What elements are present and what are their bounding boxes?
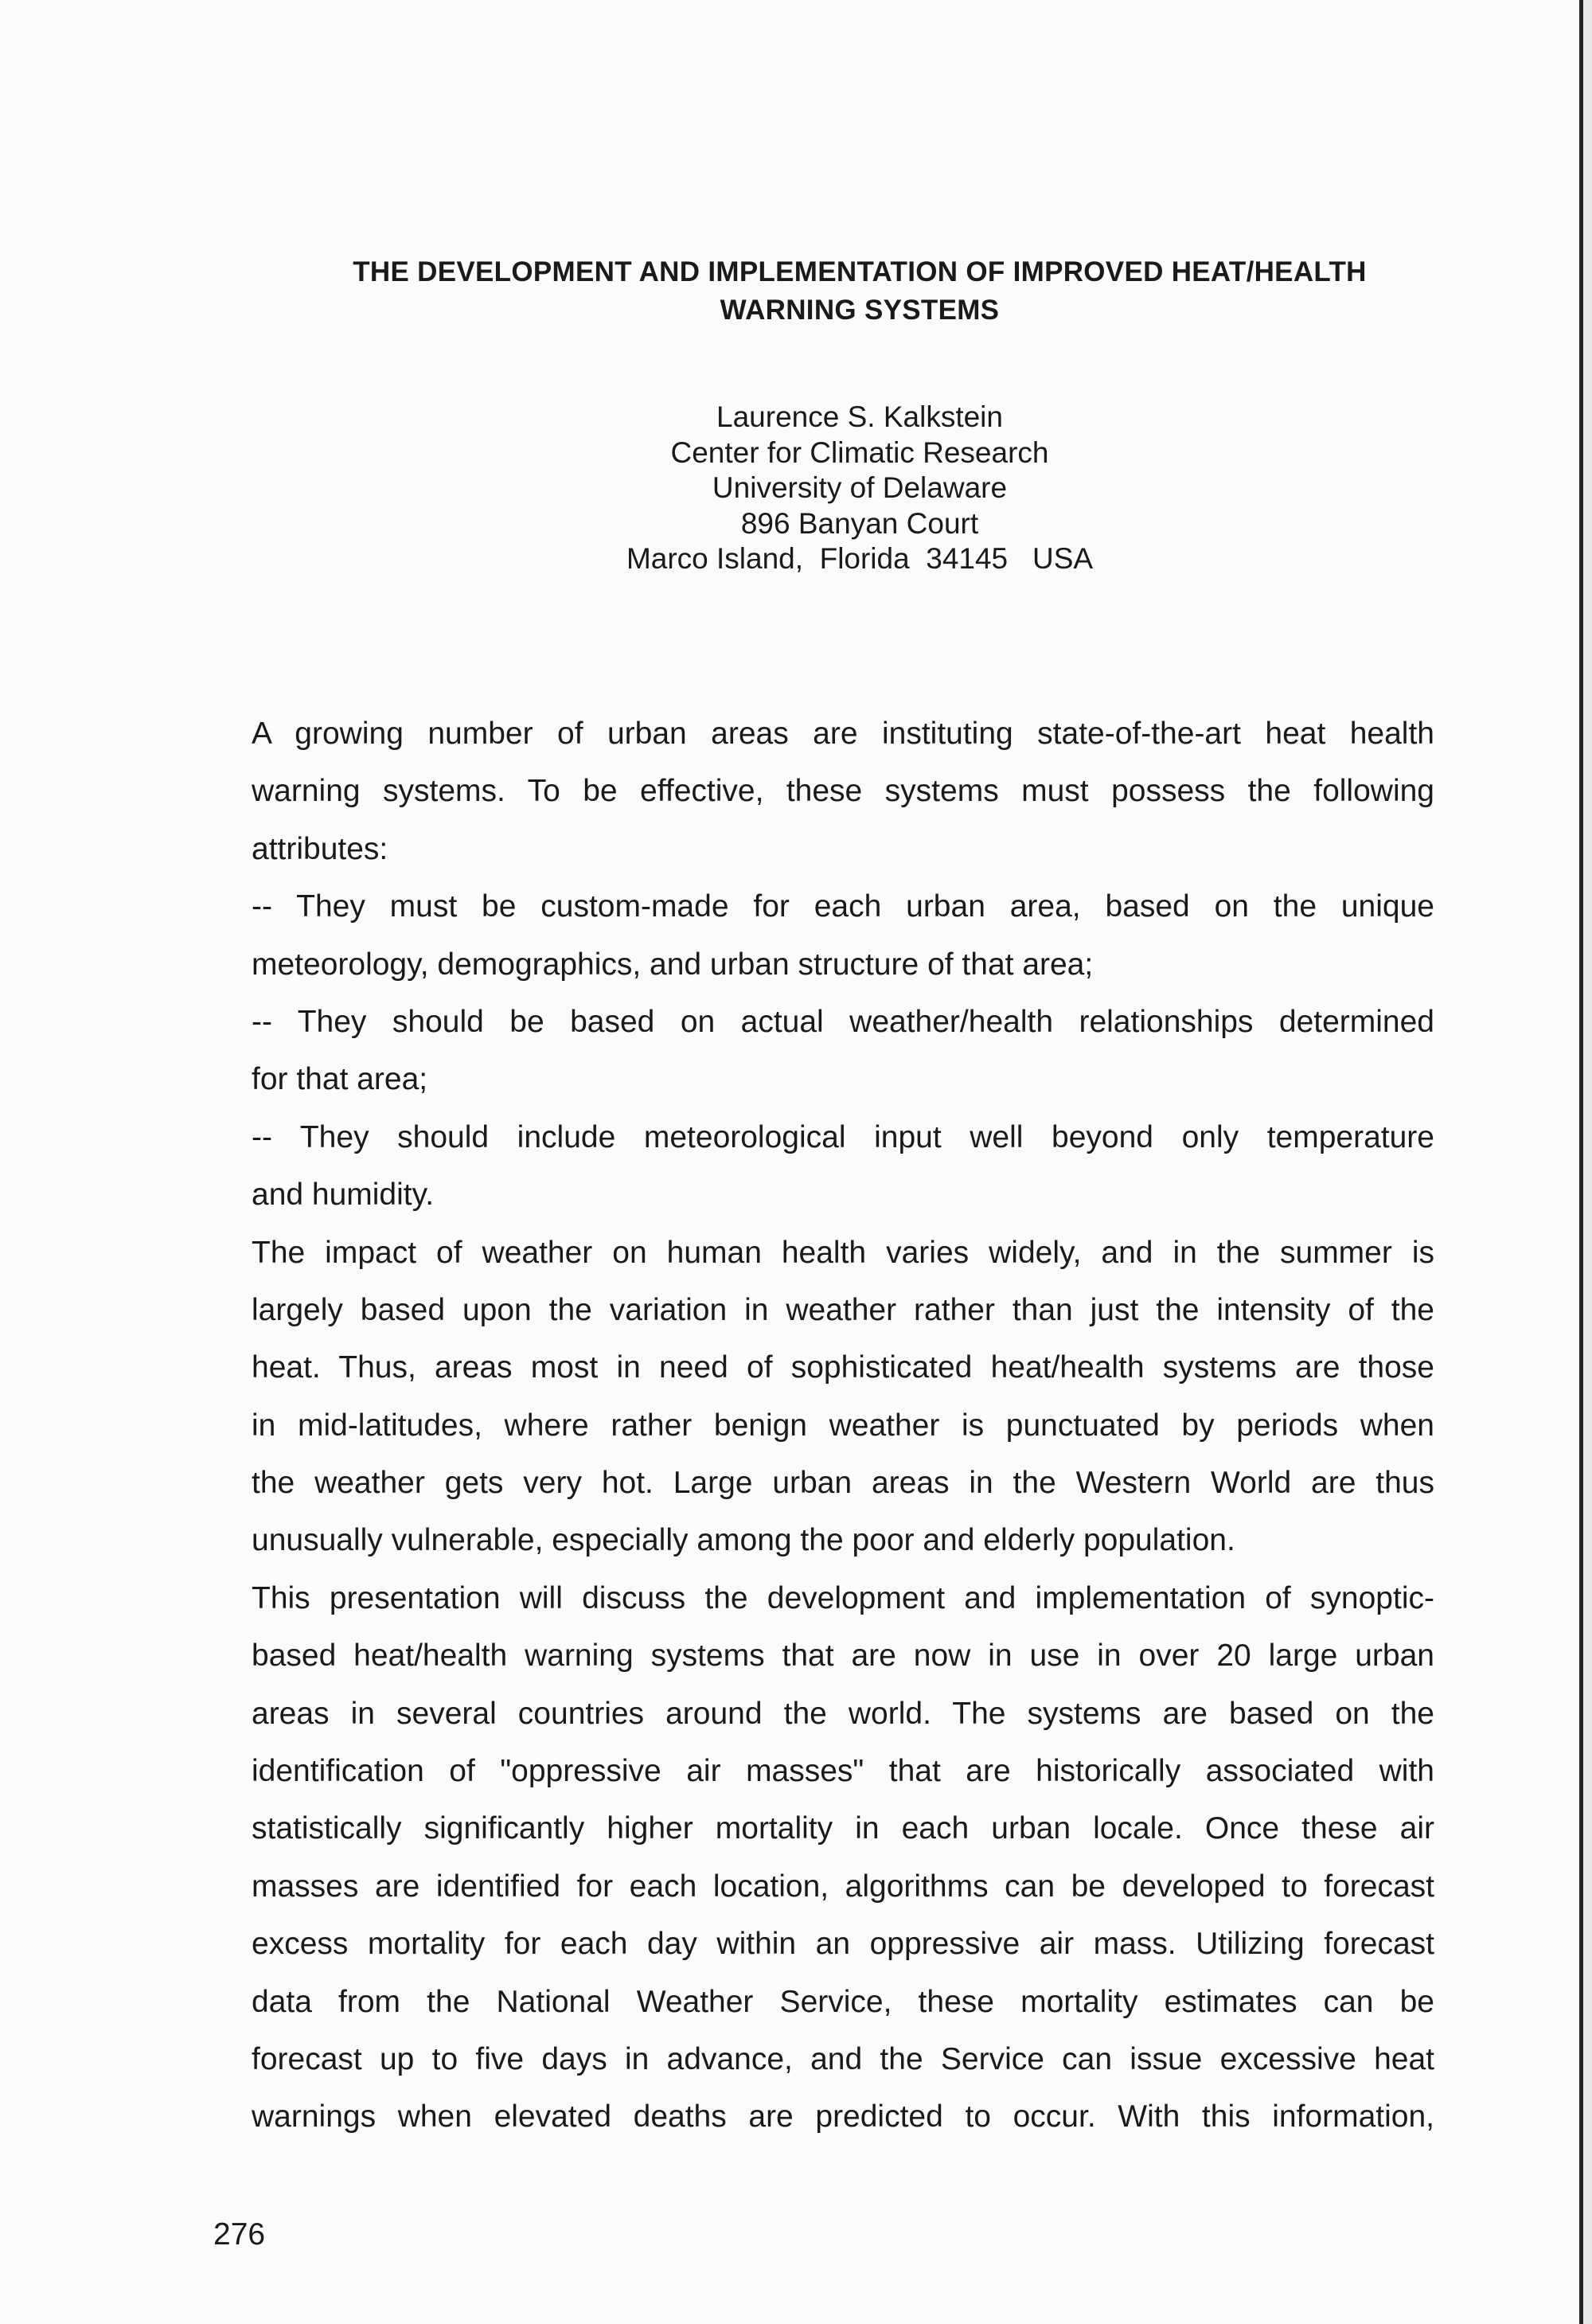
body-text-line: warning systems. To be effective, these systems must possess the following [252,774,1434,809]
body-text-line: -- They should include meteorological input well beyond only temperature [252,1119,1434,1154]
body-text-line: meteorology, demographics, and urban structure of that area; [252,947,1094,982]
body-text-line: -- They should be based on actual weather/health relationships determined [252,1004,1434,1039]
body-text-line: A growing number of urban areas are instituting state-of-the-art heat health [252,717,1434,751]
author-block [199,400,1520,577]
paper-title [199,253,1520,330]
body-text-line: for that area; [252,1062,428,1097]
body-text-line: data from the National Weather Service, these mortality estimates can be [252,1984,1434,2019]
body-text-line: in mid-latitudes, where rather benign weather is punctuated by periods when [252,1408,1434,1443]
page-number: 276 [213,2217,266,2252]
body-text-line: heat. Thus, areas most in need of sophisticated heat/health systems are those [252,1350,1434,1385]
body-text-line: warnings when elevated deaths are predicted to occur. With this information, [252,2099,1434,2135]
body-text-line: largely based upon the variation in weather rather than just the intensity of the [252,1292,1434,1327]
abstract-body [252,705,1434,2146]
scan-margin [1583,0,1592,2324]
author-address-1: 896 Banyan Court [740,506,979,540]
author-affiliation-1: Center for Climatic Research [670,436,1049,469]
body-text-line: -- They must be custom-made for each urban area, based on the unique [252,889,1434,924]
body-text-line: and humidity. [252,1178,435,1213]
author-affiliation-2: University of Delaware [712,471,1008,505]
body-text-line: masses are identified for each location, algorithms can be developed to forecast [252,1869,1434,1904]
author-address-2: Marco Island, Florida 34145 USA [626,542,1094,576]
body-text-line: forecast up to five days in advance, and the Service can issue excessive heat [252,2041,1434,2076]
title-line-1: THE DEVELOPMENT AND IMPLEMENTATION OF IMPROVED HEAT/HEALTH [353,256,1367,287]
body-text-line: statistically significantly higher mortality in each urban locale. Once these air [252,1811,1434,1846]
body-text-line: identification of "oppressive air masses" that are historically associated with [252,1754,1434,1789]
title-line-2: WARNING SYSTEMS [720,295,1000,326]
body-text-line: excess mortality for each day within an oppressive air mass. Utilizing forecast [252,1927,1434,1962]
page-edge-line [1579,0,1583,2324]
body-text-line: The impact of weather on human health varies widely, and in the summer is [252,1235,1434,1270]
body-text-line: attributes: [252,831,388,866]
body-text-line: based heat/health warning systems that are now in use in over 20 large urban [252,1639,1434,1674]
body-text-line: unusually vulnerable, especially among the poor and elderly population. [252,1523,1235,1558]
author-name: Laurence S. Kalkstein [716,400,1003,433]
body-text-line: the weather gets very hot. Large urban areas in the Western World are thus [252,1466,1434,1501]
body-text-line: areas in several countries around the world. The systems are based on the [252,1696,1434,1731]
body-text-line: This presentation will discuss the development and implementation of synoptic- [252,1580,1434,1615]
